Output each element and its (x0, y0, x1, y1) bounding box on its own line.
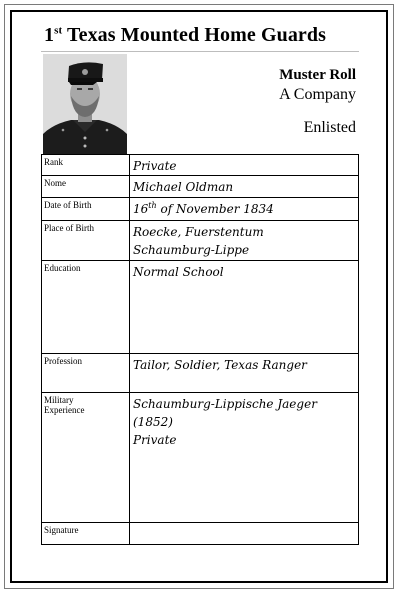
row-pob (42, 221, 359, 261)
company-label: A Company (279, 86, 356, 103)
row-profession (42, 354, 359, 393)
rank-value: Private (130, 155, 359, 176)
education-label: Education (42, 261, 130, 354)
pob-value: Roecke, Fuerstentum Schaumburg-Lippe (130, 221, 359, 261)
muster-roll-label: Muster Roll (279, 67, 356, 83)
row-signature (42, 523, 359, 545)
profession-value: Tailor, Soldier, Texas Ranger (130, 354, 359, 393)
muster-roll-table (41, 154, 359, 545)
education-value: Normal School (130, 261, 359, 354)
status-label: Enlisted (303, 119, 356, 136)
row-rank (42, 155, 359, 176)
row-dob (42, 198, 359, 221)
row-name (42, 176, 359, 198)
dob-label: Date of Birth (42, 198, 130, 221)
header-text (279, 66, 356, 137)
name-value: Michael Oldman (130, 176, 359, 198)
row-military (42, 393, 359, 523)
dob-value: 16th of November 1834 (130, 198, 359, 221)
document-title: 1st Texas Mounted Home Guards (44, 24, 327, 46)
pob-label: Place of Birth (42, 221, 130, 261)
roll-header (41, 51, 359, 155)
military-label: Military Experience (42, 393, 130, 523)
signature-field[interactable] (130, 523, 359, 545)
profession-label: Profession (42, 354, 130, 393)
soldier-portrait (43, 54, 127, 154)
military-value: Schaumburg-Lippische Jaeger (1852) Private (130, 393, 359, 523)
name-label: Nome (42, 176, 130, 198)
row-education (42, 261, 359, 354)
signature-label: Signature (42, 523, 130, 545)
rank-label: Rank (42, 155, 130, 176)
